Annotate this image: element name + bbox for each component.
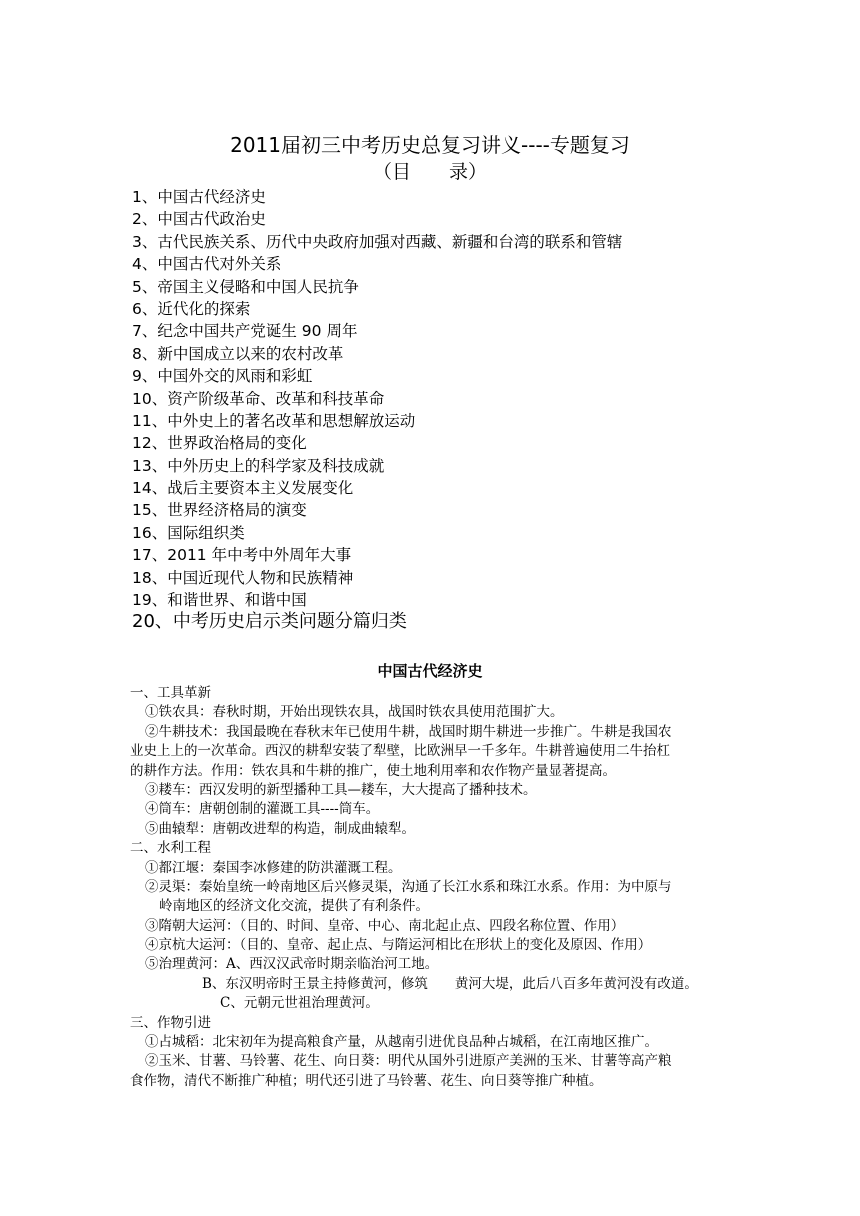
paragraph-line: C、元朝元世祖治理黄河。 bbox=[220, 995, 379, 1012]
paragraph-line: B、东汉明帝时王景主持修黄河，修筑 黄河大堤，此后八百多年黄河没有改道。 bbox=[202, 975, 698, 992]
toc-item: 6、近代化的探索 bbox=[132, 299, 251, 318]
paragraph-line: 的耕作方法。作用：铁农具和牛耕的推广，使土地利用率和农作物产量显著提高。 bbox=[130, 762, 616, 779]
toc-item: 3、古代民族关系、历代中央政府加强对西藏、新疆和台湾的联系和管辖 bbox=[132, 232, 623, 251]
toc-item: 12、世界政治格局的变化 bbox=[132, 434, 307, 453]
toc-item: 14、战后主要资本主义发展变化 bbox=[132, 479, 354, 498]
paragraph-line: ②灵渠：秦始皇统一岭南地区后兴修灵渠，沟通了长江水系和珠江水系。作用：为中原与 bbox=[145, 878, 672, 895]
section-title: 中国古代经济史 bbox=[377, 662, 483, 680]
toc-item: 18、中国近现代人物和民族精神 bbox=[132, 568, 354, 587]
toc-item: 7、纪念中国共产党诞生 90 周年 bbox=[132, 322, 358, 341]
toc-item: 11、中外史上的著名改革和思想解放运动 bbox=[132, 411, 416, 430]
section-body bbox=[130, 684, 738, 1091]
document-title: 2011届初三中考历史总复习讲义----专题复习 bbox=[230, 133, 630, 157]
toc-item: 9、中国外交的风雨和彩虹 bbox=[132, 367, 313, 386]
toc-item: 17、2011 年中考中外周年大事 bbox=[132, 546, 352, 565]
toc-item: 10、资产阶级革命、改革和科技革命 bbox=[132, 389, 385, 408]
paragraph-line: ④筒车：唐朝创制的灌溉工具----筒车。 bbox=[145, 801, 380, 818]
paragraph-line: ⑤曲辕犁：唐朝改进犁的构造，制成曲辕犁。 bbox=[145, 820, 415, 837]
toc-item: 20、中考历史启示类问题分篇归类 bbox=[132, 611, 407, 633]
paragraph-line: ⑤治理黄河：A、西汉汉武帝时期亲临治河工地。 bbox=[145, 956, 439, 973]
paragraph-line: ③耧车：西汉发明的新型播种工具—耧车，大大提高了播种技术。 bbox=[145, 781, 537, 798]
toc-item: 13、中外历史上的科学家及科技成就 bbox=[132, 456, 385, 475]
toc-item: 8、新中国成立以来的农村改革 bbox=[132, 344, 344, 363]
toc-item: 2、中国古代政治史 bbox=[132, 210, 266, 229]
toc-item: 19、和谐世界、和谐中国 bbox=[132, 591, 307, 610]
section-heading: 二、水利工程 bbox=[130, 840, 211, 857]
toc-item: 5、帝国主义侵略和中国人民抗争 bbox=[132, 277, 359, 296]
paragraph-line: ①都江堰：秦国李冰修建的防洪灌溉工程。 bbox=[145, 859, 402, 876]
paragraph-line: 业史上上的一次革命。西汉的耕犁安装了犁壁，比欧洲早一千多年。牛耕普遍使用二牛抬杠 bbox=[130, 743, 670, 760]
section-heading: 一、工具革新 bbox=[130, 685, 211, 701]
paragraph-line: ①铁农具：春秋时期，开始出现铁农具，战国时铁农具使用范围扩大。 bbox=[145, 704, 564, 721]
paragraph-line: 食作物，清代不断推广种植；明代还引进了马铃薯、花生、向日葵等推广种植。 bbox=[130, 1072, 603, 1089]
paragraph-line: ④京杭大运河：（目的、皇帝、起止点、与隋运河相比在形状上的变化及原因、作用） bbox=[145, 937, 652, 954]
toc-heading: （目 录） bbox=[372, 161, 487, 183]
section-heading: 三、作物引进 bbox=[130, 1014, 211, 1031]
paragraph-line: ②玉米、甘薯、马铃薯、花生、向日葵：明代从国外引进原产美洲的玉米、甘薯等高产粮 bbox=[145, 1053, 672, 1070]
toc-item: 4、中国古代对外关系 bbox=[132, 255, 282, 274]
paragraph-line: ②牛耕技术：我国最晚在春秋末年已使用牛耕，战国时期牛耕进一步推广。牛耕是我国农 bbox=[145, 723, 672, 740]
paragraph-line: ①占城稻：北宋初年为提高粮食产量，从越南引进优良品种占城稻，在江南地区推广。 bbox=[145, 1034, 658, 1051]
paragraph-line: 岭南地区的经济文化交流，提供了有利条件。 bbox=[159, 898, 429, 915]
toc-item: 1、中国古代经济史 bbox=[132, 188, 266, 206]
toc-item: 15、世界经济格局的演变 bbox=[132, 501, 307, 520]
toc-item: 16、国际组织类 bbox=[132, 523, 245, 542]
table-of-contents bbox=[132, 186, 622, 634]
paragraph-line: ③隋朝大运河：（目的、时间、皇帝、中心、南北起止点、四段名称位置、作用） bbox=[145, 917, 625, 934]
